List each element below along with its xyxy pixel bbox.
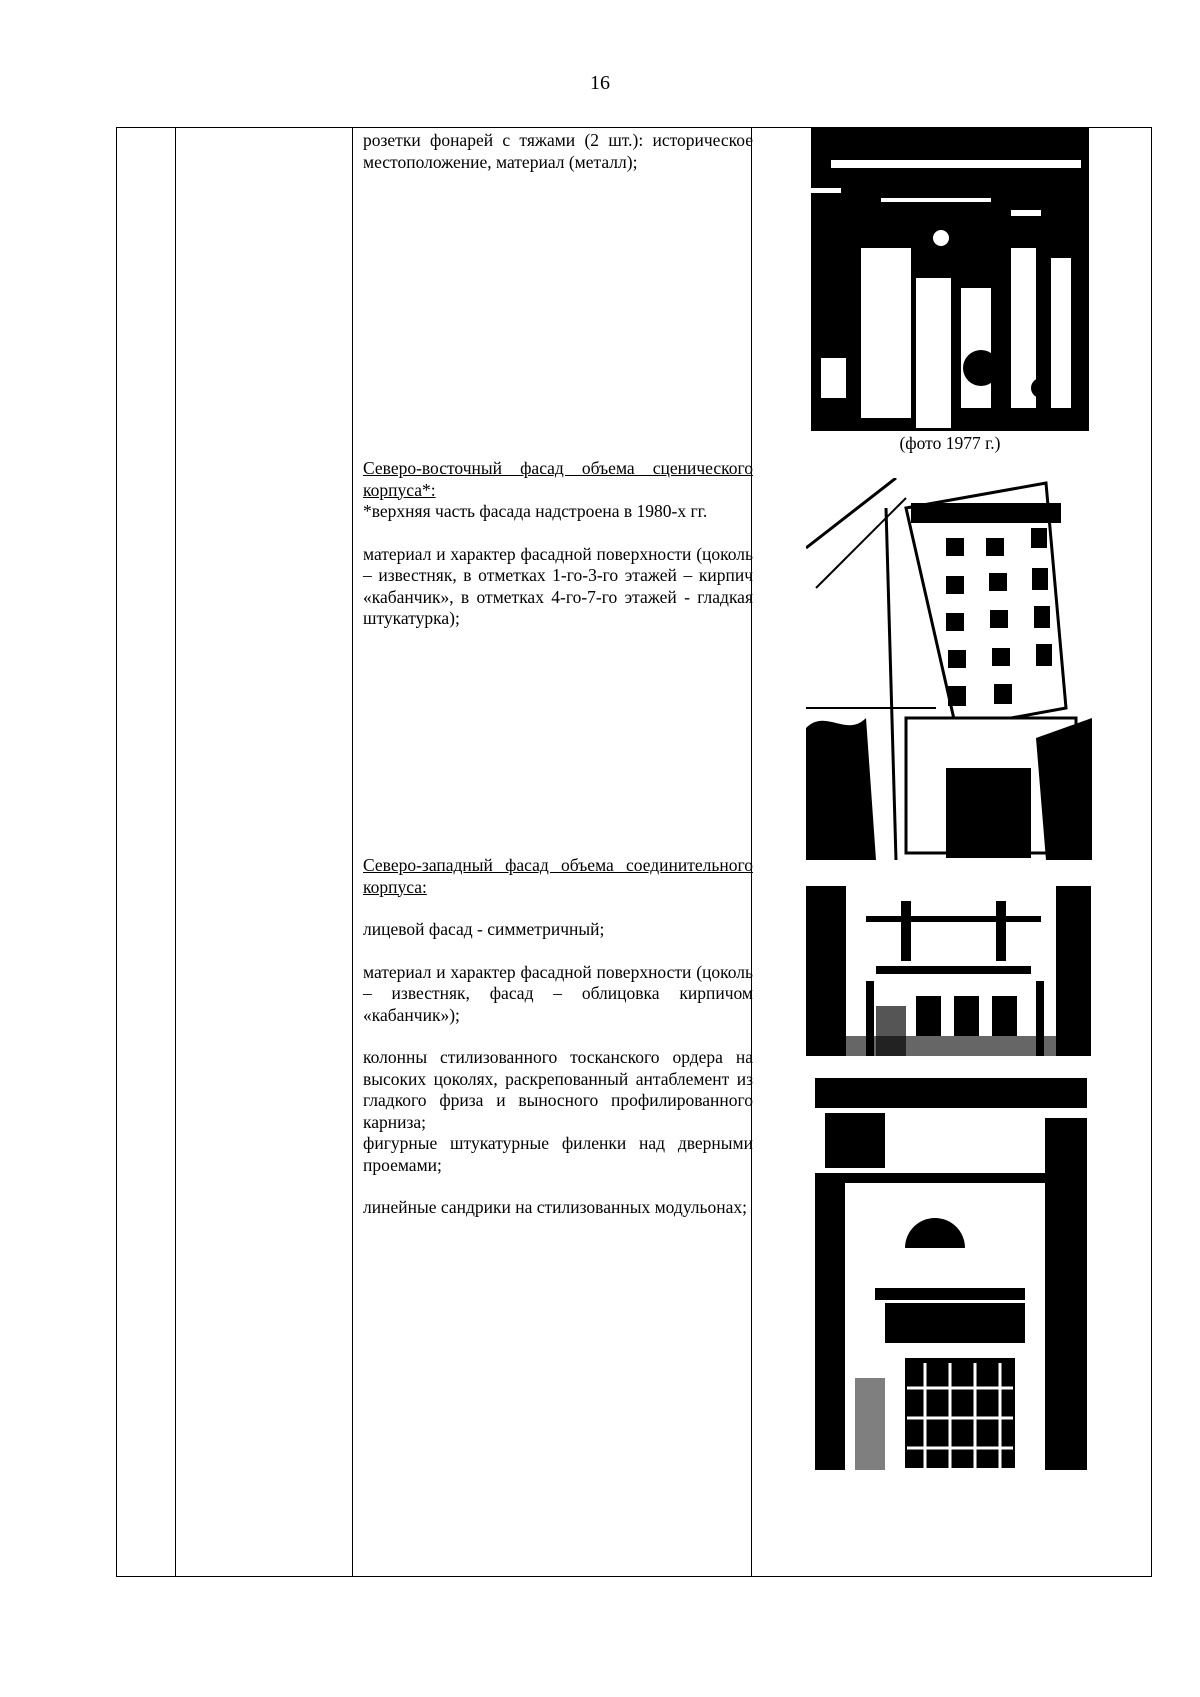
column-divider <box>175 128 176 1576</box>
text-block-northwest-facade <box>363 855 753 1219</box>
portal-detail-photo <box>815 1078 1087 1470</box>
lamp-rosette-photo <box>811 128 1089 431</box>
northeast-facade-heading: Северо-восточный фасад объема сценического корпуса*: <box>363 458 753 500</box>
northwest-facade-panels: фигурные штукатурные филенки над дверными проемами; <box>363 1133 753 1175</box>
column-divider <box>352 128 353 1576</box>
northwest-facade-sandriks: линейные сандрики на стилизованных модульонах; <box>363 1197 748 1217</box>
northwest-facade-material: материал и характер фасадной поверхности (цоколь – известняк, фасад – облицовка кирпичом «кабанчик»); <box>363 961 753 1025</box>
northeast-facade-note: *верхняя часть фасада надстроена в 1980-х гг. <box>363 501 708 521</box>
northeast-facade-photo <box>806 478 1092 860</box>
northwest-facade-symmetry: лицевой фасад - симметричный; <box>363 919 605 939</box>
northwest-facade-heading: Северо-западный фасад объема соединительного корпуса: <box>363 855 753 897</box>
text-block-lamps <box>363 130 753 173</box>
page-number: 16 <box>590 72 610 94</box>
photo-caption: (фото 1977 г.) <box>899 433 1001 453</box>
northeast-facade-material: материал и характер фасадной поверхности (цоколь – известняк, в отметках 1-го-3-го этажей – кирпич «кабанчик», в отметках 4-го-7-го этажей - гладкая штукатурка); <box>363 543 753 628</box>
text-block-northeast-facade <box>363 458 753 630</box>
northwest-facade-photo <box>806 886 1091 1056</box>
lamp-rosettes-text: розетки фонарей с тяжами (2 шт.): историческое местоположение, материал (металл); <box>363 130 753 172</box>
column-divider <box>751 128 752 1576</box>
northwest-facade-columns: колонны стилизованного тосканского ордера на высоких цоколях, раскрепованный антаблемент из гладкого фриза и выносного профилированного карниза; <box>363 1047 753 1132</box>
